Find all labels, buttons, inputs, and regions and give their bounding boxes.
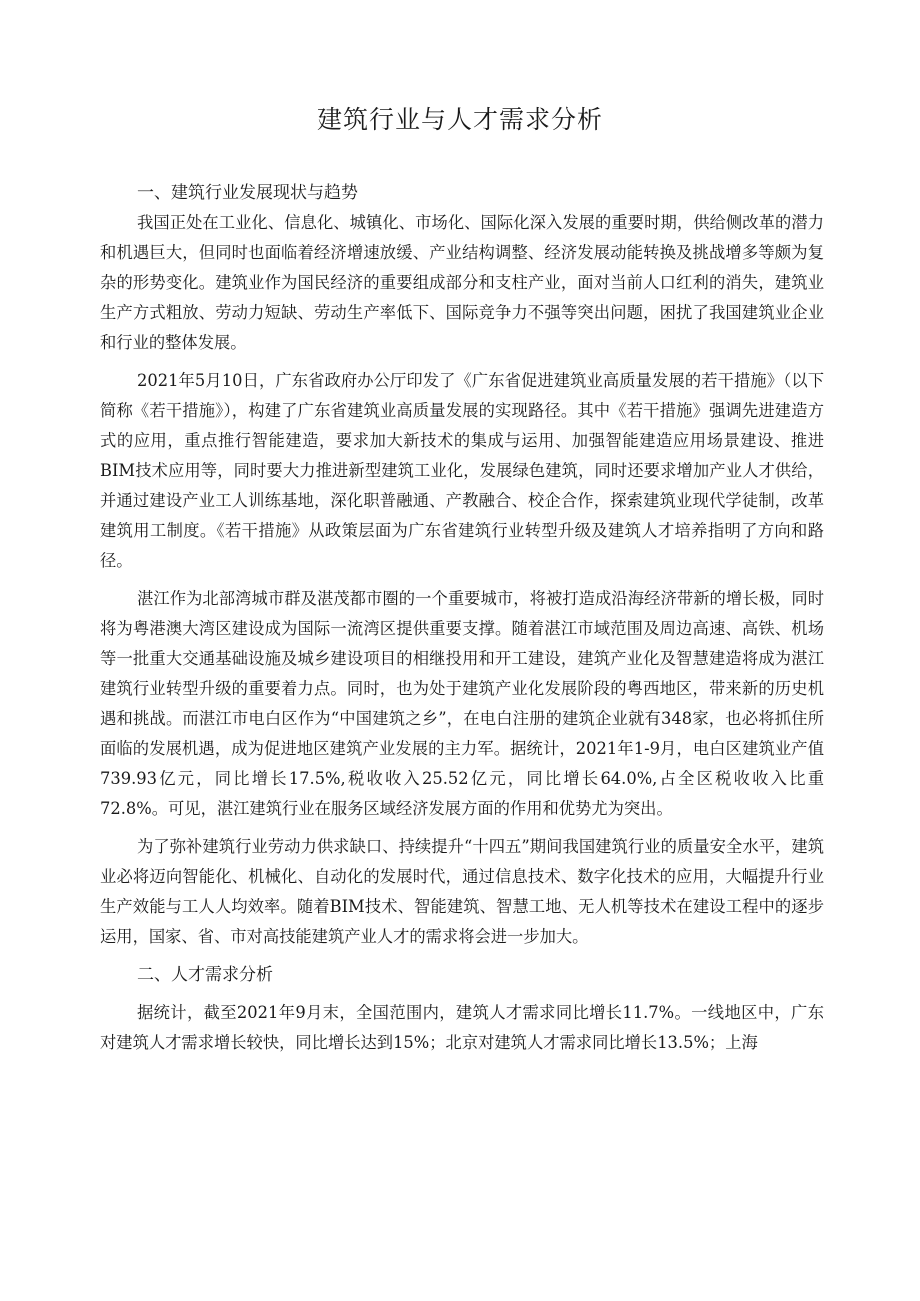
paragraph-1-3: 湛江作为北部湾城市群及湛茂都市圈的一个重要城市，将被打造成沿海经济带新的增长极，同时将为粤港澳大湾区建设成为国际一流湾区提供重要支撑。随着湛江市域范围及周边高速、高铁、机场等一批重大交通基础设施及城乡建设项目的相继投用和开工建设，建筑产业化及智慧建造将成为湛江建筑行业转型升级的重要着力点。同时，也为处于建筑产业化发展阶段的粤西地区，带来新的历史机遇和挑战。而湛江市电白区作为“中国建筑之乡”，在电白注册的建筑企业就有348家，也必将抓住所面临的发展机遇，成为促进地区建筑产业发展的主力军。据统计，2021年1-9月，电白区建筑业产值739.93亿元，同比增长17.5%,税收收入25.52亿元，同比增长64.0%,占全区税收收入比重72.8%。可见，湛江建筑行业在服务区域经济发展方面的作用和优势尤为突出。 xyxy=(100,589,824,818)
paragraph-spacer xyxy=(100,990,824,998)
section-heading-2: 二、人才需求分析 xyxy=(137,965,273,985)
paragraph-spacer xyxy=(100,824,824,832)
document-body xyxy=(100,178,824,1058)
paragraph-spacer xyxy=(100,576,824,584)
paragraph-1-1: 我国正处在工业化、信息化、城镇化、市场化、国际化深入发展的重要时期，供给侧改革的潜力和机遇巨大，但同时也面临着经济增速放缓、产业结构调整、经济发展动能转换及挑战增多等颇为复杂的形势变化。建筑业作为国民经济的重要组成部分和支柱产业，面对当前人口红利的消失，建筑业生产方式粗放、劳动力短缺、劳动生产率低下、国际竞争力不强等突出问题，困扰了我国建筑业企业和行业的整体发展。 xyxy=(100,213,824,352)
paragraph-spacer xyxy=(100,952,824,960)
paragraph-1-4: 为了弥补建筑行业劳动力供求缺口、持续提升“十四五”期间我国建筑行业的质量安全水平，建筑业必将迈向智能化、机械化、自动化的发展时代，通过信息技术、数字化技术的应用，大幅提升行业生产效能与工人人均效率。随着BIM技术、智能建筑、智慧工地、无人机等技术在建设工程中的逐步运用，国家、省、市对高技能建筑产业人才的需求将会进一步加大。 xyxy=(100,837,824,946)
section-heading-1: 一、建筑行业发展现状与趋势 xyxy=(137,183,358,203)
paragraph-2-1: 据统计，截至2021年9月末，全国范围内，建筑人才需求同比增长11.7%。一线地区中，广东对建筑人才需求增长较快，同比增长达到15%；北京对建筑人才需求同比增长13.5%；上海 xyxy=(100,1003,824,1052)
paragraph-spacer xyxy=(100,358,824,366)
document-title: 建筑行业与人才需求分析 xyxy=(316,105,603,134)
paragraph-1-2: 2021年5月10日，广东省政府办公厅印发了《广东省促进建筑业高质量发展的若干措施》（以下简称《若干措施》），构建了广东省建筑业高质量发展的实现路径。其中《若干措施》强调先进建造方式的应用，重点推行智能建造，要求加大新技术的集成与运用、加强智能建造应用场景建设、推进BIM技术应用等，同时要大力推进新型建筑工业化，发展绿色建筑，同时还要求增加产业人才供给，并通过建设产业工人训练基地，深化职普融通、产教融合、校企合作，探索建筑业现代学徒制，改革建筑用工制度。《若干措施》从政策层面为广东省建筑行业转型升级及建筑人才培养指明了方向和路径。 xyxy=(100,371,824,570)
